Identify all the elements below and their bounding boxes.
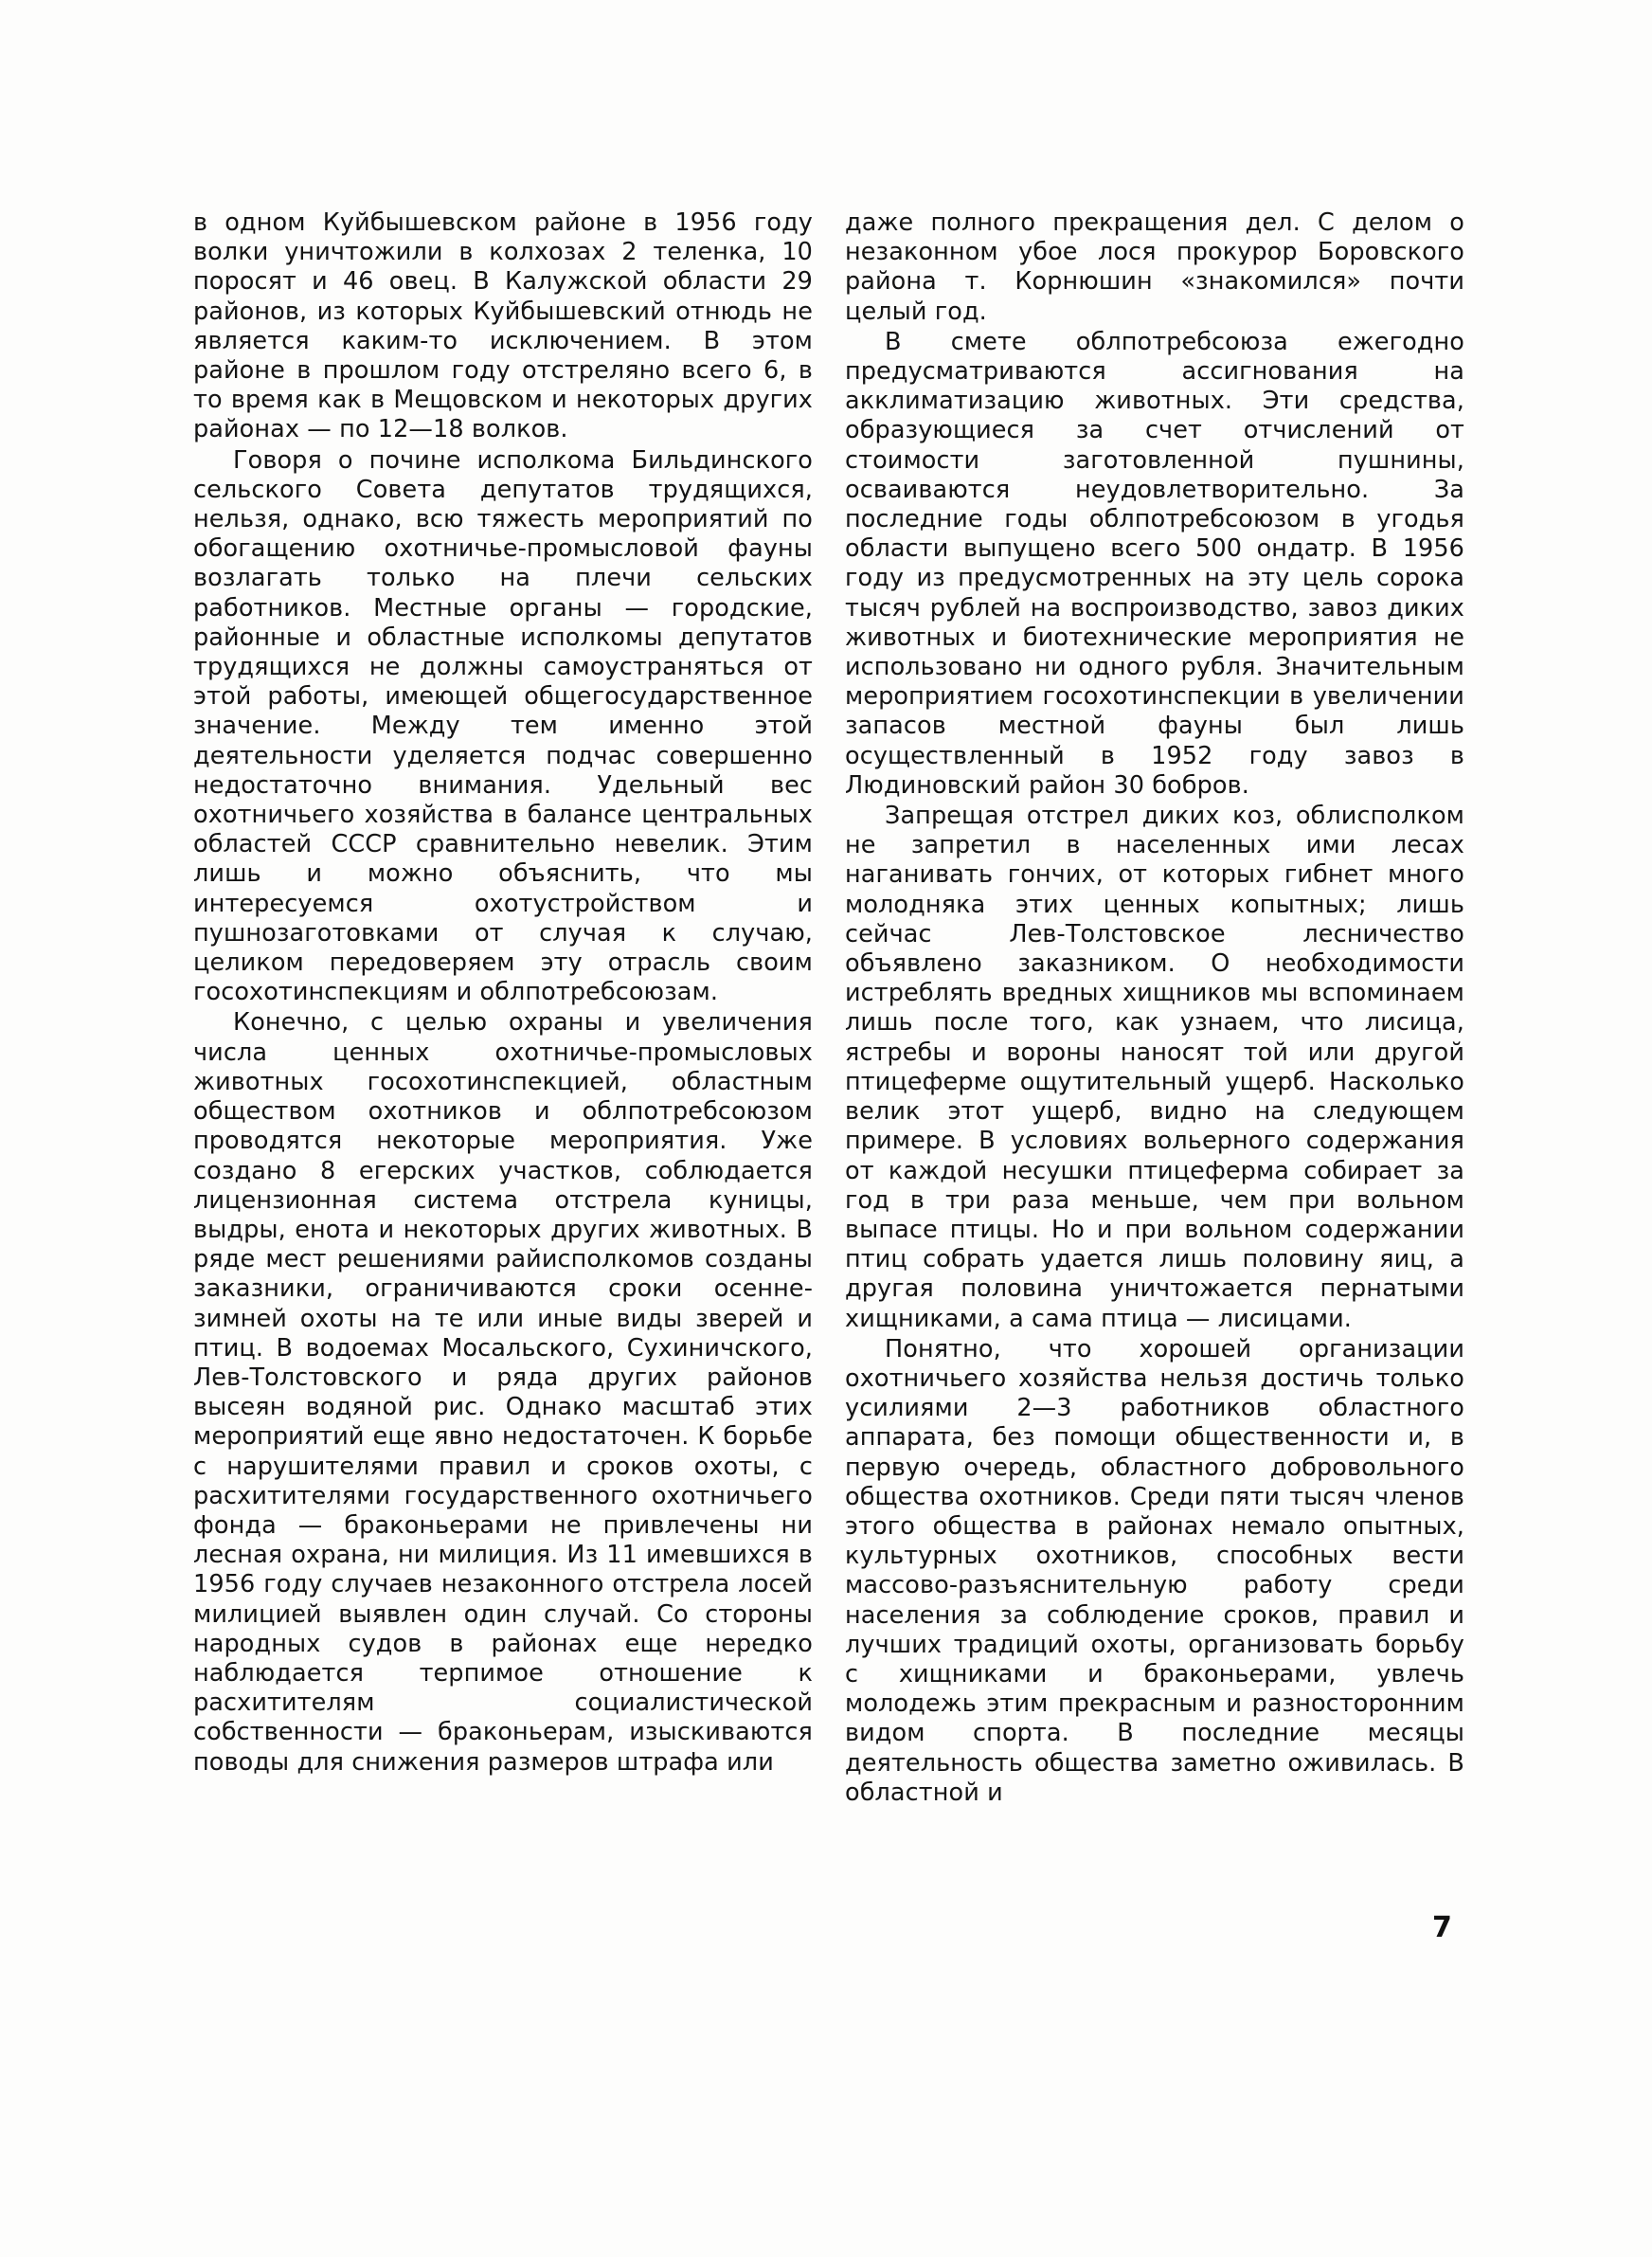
left-paragraph-3: Конечно, с целью охраны и увеличения числа ценных охотничье-промысловых животных госохотинспекцией, областным обществом охотников и облпотребсоюзом проводятся некоторые мероприятия. Уже создано 8 егерских участков, соблюдается лицензионная система отстрела куницы, выдры, енота и некоторых других животных. В ряде мест решениями райисполкомов созданы заказники, ограничиваются сроки осенне-зимней охоты на те или иные виды зверей и птиц. В водоемах Мосальского, Сухиничского, Лев-Толстовского и ряда других районов высеян водяной рис. Однако масштаб этих мероприятий еще явно недостаточен. К борьбе с нарушителями правил и сроков охоты, с расхитителями государственного охотничьего фонда — браконьерами не привлечены ни лесная охрана, ни милиция. Из 11 имевшихся в 1956 году случаев незаконного отстрела лосей милицией выявлен один случай. Со стороны народных судов в районах еще нередко наблюдается терпимое отношение к расхитителям социалистической собственности — браконьерам, изыскиваются поводы для снижения размеров штрафа или [193,1008,813,1777]
left-text-column [193,208,813,1778]
left-paragraph-1: в одном Куйбышевском районе в 1956 году волки уничтожили в колхозах 2 теленка, 10 поросят и 46 овец. В Калужской области 29 районов, из которых Куйбышевский отнюдь не является каким-то исключением. В этом районе в прошлом году отстреляно всего 6, в то время как в Мещовском и некоторых других районах — по 12—18 волков. [193,208,813,444]
left-paragraph-2: Говоря о почине исполкома Бильдинского сельского Совета депутатов трудящихся, нельзя, однако, всю тяжесть мероприятий по обогащению охотничье-промысловой фауны возлагать только на плечи сельских работников. Местные органы — городские, районные и областные исполкомы депутатов трудящихся не должны самоустраняться от этой работы, имеющей общегосударственное значение. Между тем именно этой деятельности уделяется подчас совершенно недостаточно внимания. Удельный вес охотничьего хозяйства в балансе центральных областей СССР сравнительно невелик. Этим лишь и можно объяснить, что мы интересуемся охотустройством и пушнозаготовками от случая к случаю, целиком передоверяем эту отрасль своим госохотинспекциям и облпотребсоюзам. [193,445,813,1007]
right-paragraph-3: Запрещая отстрел диких коз, облисполком не запретил в населенных ими лесах наганивать гончих, от которых гибнет много молодняка этих ценных копытных; лишь сейчас Лев-Толстовское лесничество объявлено заказником. О необходимости истреблять вредных хищников мы вспоминаем лишь после того, как узнаем, что лисица, ястребы и вороны наносят той или другой птицеферме ощутительный ущерб. Насколько велик этот ущерб, видно на следующем примере. В условиях вольерного содержания от каждой несушки птицеферма собирает за год в три раза меньше, чем при вольном выпасе птицы. Но и при вольном содержании птиц собрать удается лишь половину яиц, а другая половина уничтожается пернатыми хищниками, а сама птица — лисицами. [845,802,1464,1333]
page-number: 7 [1432,1911,1452,1944]
right-paragraph-4: Понятно, что хорошей организации охотничьего хозяйства нельзя достичь только усилиями 2—3 работников областного аппарата, без помощи общественности и, в первую очередь, областного добровольного общества охотников. Среди пяти тысяч членов этого общества в районах немало опытных, культурных охотников, способных вести массово-разъяснительную работу среди населения за соблюдение сроков, правил и лучших традиций охоты, организовать борьбу с хищниками и браконьерами, увлечь молодежь этим прекрасным и разносторонним видом спорта. В последние месяцы деятельность общества заметно оживилась. В областной и [845,1334,1464,1807]
right-paragraph-1: даже полного прекращения дел. С делом о незаконном убое лося прокурор Боровского района т. Корнюшин «знакомился» почти целый год. [845,208,1464,326]
right-text-column [845,208,1464,1808]
right-paragraph-2: В смете облпотребсоюза ежегодно предусматриваются ассигнования на акклиматизацию животных. Эти средства, образующиеся за счет отчислений от стоимости заготовленной пушнины, осваиваются неудовлетворительно. За последние годы облпотребсоюзом в угодья области выпущено всего 500 ондатр. В 1956 году из предусмотренных на эту цель сорока тысяч рублей на воспроизводство, завоз диких животных и биотехнические мероприятия не использовано ни одного рубля. Значительным мероприятием госохотинспекции в увеличении запасов местной фауны был лишь осуществленный в 1952 году завоз в Людиновский район 30 бобров. [845,327,1464,800]
